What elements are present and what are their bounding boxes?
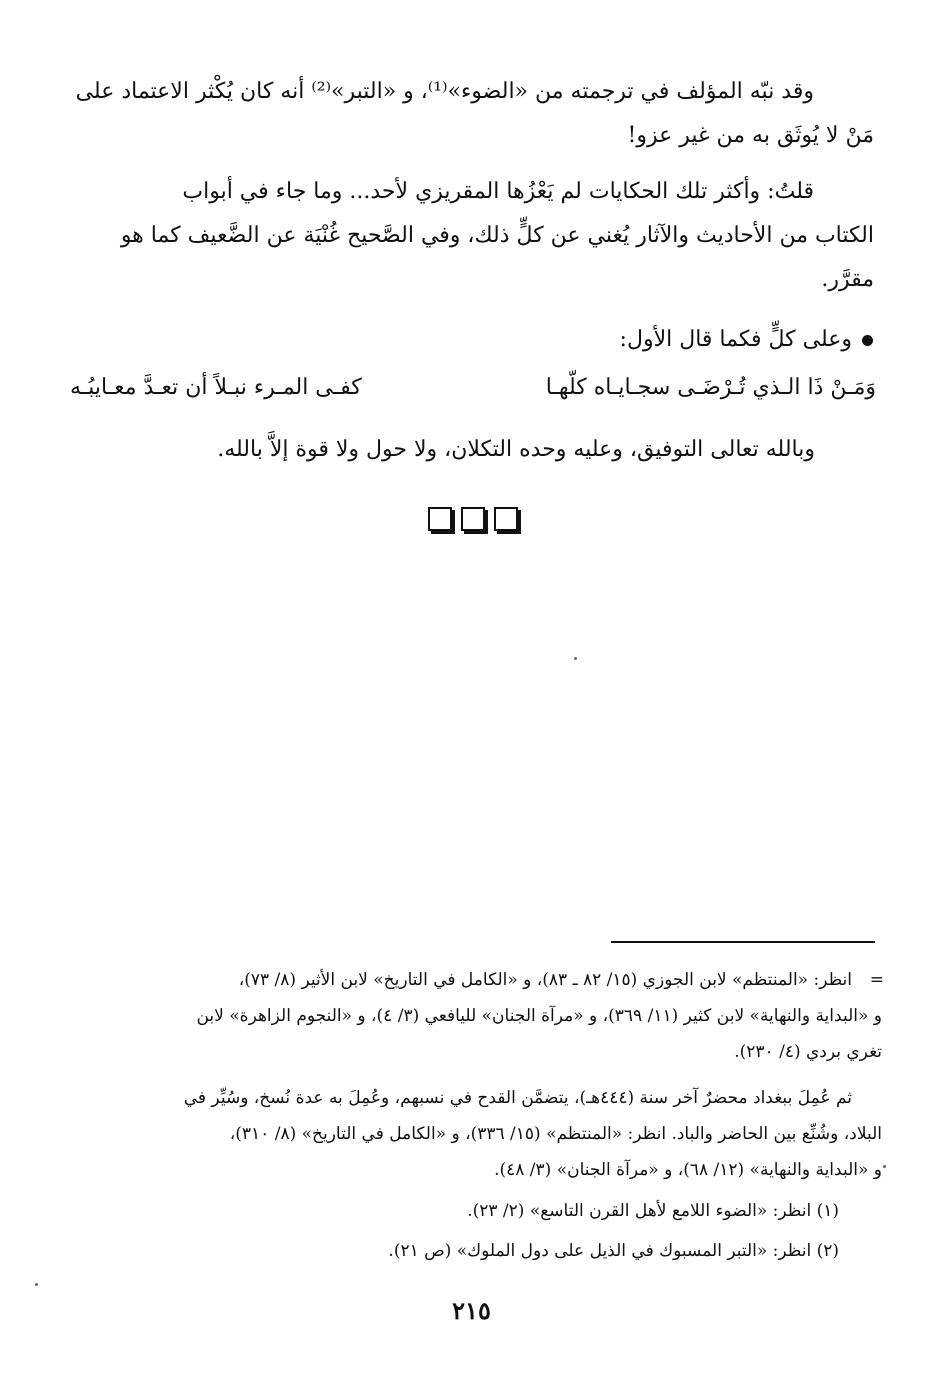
paragraph-author-note [68,70,874,158]
footnote-2: (٢) انظر: «التبر المسبوك في الذيل على دول الملوك» (ص ٢١). [388,1241,839,1261]
bullet-item [620,318,873,362]
poetry-verse [70,366,876,410]
footnote-line: البلاد، وشُنِّع بين الحاضر والباد. انظر: «المنتظم» (١٥/ ٣٣٦)، و «الكامل في التاريخ» (٨/ ٣١٠)، [229,1124,882,1144]
square-ornament-icon [461,507,485,531]
closing-line: وبالله تعالى التوفيق، وعليه وحده التكلان، ولا حول ولا قوة إلاَّ بالله. [217,437,815,462]
speck [883,1165,886,1168]
footnote-separator [611,941,875,943]
footnote-line-text: انظر: «المنتظم» لابن الجوزي (١٥/ ٨٢ ـ ٨٣)، و «الكامل في التاريخ» لابن الأثير (٨/ ٧٣)، [238,970,852,990]
square-ornament-icon [428,507,452,531]
paragraph-line: الكتاب من الأحاديث والآثار يُغني عن كلٍّ ذلك، وفي الصَّحيح غُنْيَة عن الضَّعيف كما هو [120,223,874,248]
page-number: ٢١٥ [452,1296,491,1325]
footnote-line [72,962,882,998]
footnote-line: و «البداية والنهاية» (١٢/ ٦٨)، و «مرآة الجنان» (٣/ ٤٨). [494,1160,882,1180]
footnote-paragraph [72,1080,882,1188]
speck [574,657,577,660]
paragraph-commentary [68,170,874,302]
bullet-icon [862,335,873,346]
speck [35,1283,38,1286]
footnote-line: ثم عُمِلَ ببغداد محضرٌ آخر سنة (٤٤٤هـ)، يتضمَّن القدح في نسبهم، وعُمِلَ به عدة نُسخ، وسُيِّر في [183,1088,852,1108]
paragraph-line: مَنْ لا يُوثَق به من غير عزو! [627,123,874,148]
continuation-mark: = [869,970,884,990]
section-end-ornament [428,507,518,531]
square-ornament-icon [494,507,518,531]
paragraph-line: مقرَّر. [821,267,874,292]
footnote-1: (١) انظر: «الضوء اللامع لأهل القرن التاسع» (٢/ ٢٣). [467,1201,839,1221]
verse-second-hemistich: كفـى المـرء نبـلاً أن تعـدَّ معـايبُـه [70,375,362,400]
footnote-continuation [72,962,882,1070]
footnote-line: و «البداية والنهاية» لابن كثير (١١/ ٣٦٩)، و «مرآة الجنان» لليافعي (٣/ ٤)، و «النجوم الزاهرة» لابن [196,1006,882,1026]
verse-first-hemistich: وَمَـنْ ذَا الـذي تُـرْضَـى سجـايـاه كلّهـا [545,375,876,400]
footnote-line: تغري بردي (٤/ ٢٣٠). [734,1042,882,1062]
paragraph-line: وقد نبّه المؤلف في ترجمته من «الضوء»⁽¹⁾، و «التبر»⁽²⁾ أنه كان يُكْثر الاعتماد على [75,79,814,104]
bullet-text: وعلى كلٍّ فكما قال الأول: [619,327,852,352]
paragraph-line: قلتُ: وأكثر تلك الحكايات لم يَعْزُها المقريزي لأحد... وما جاء في أبواب [182,179,814,204]
